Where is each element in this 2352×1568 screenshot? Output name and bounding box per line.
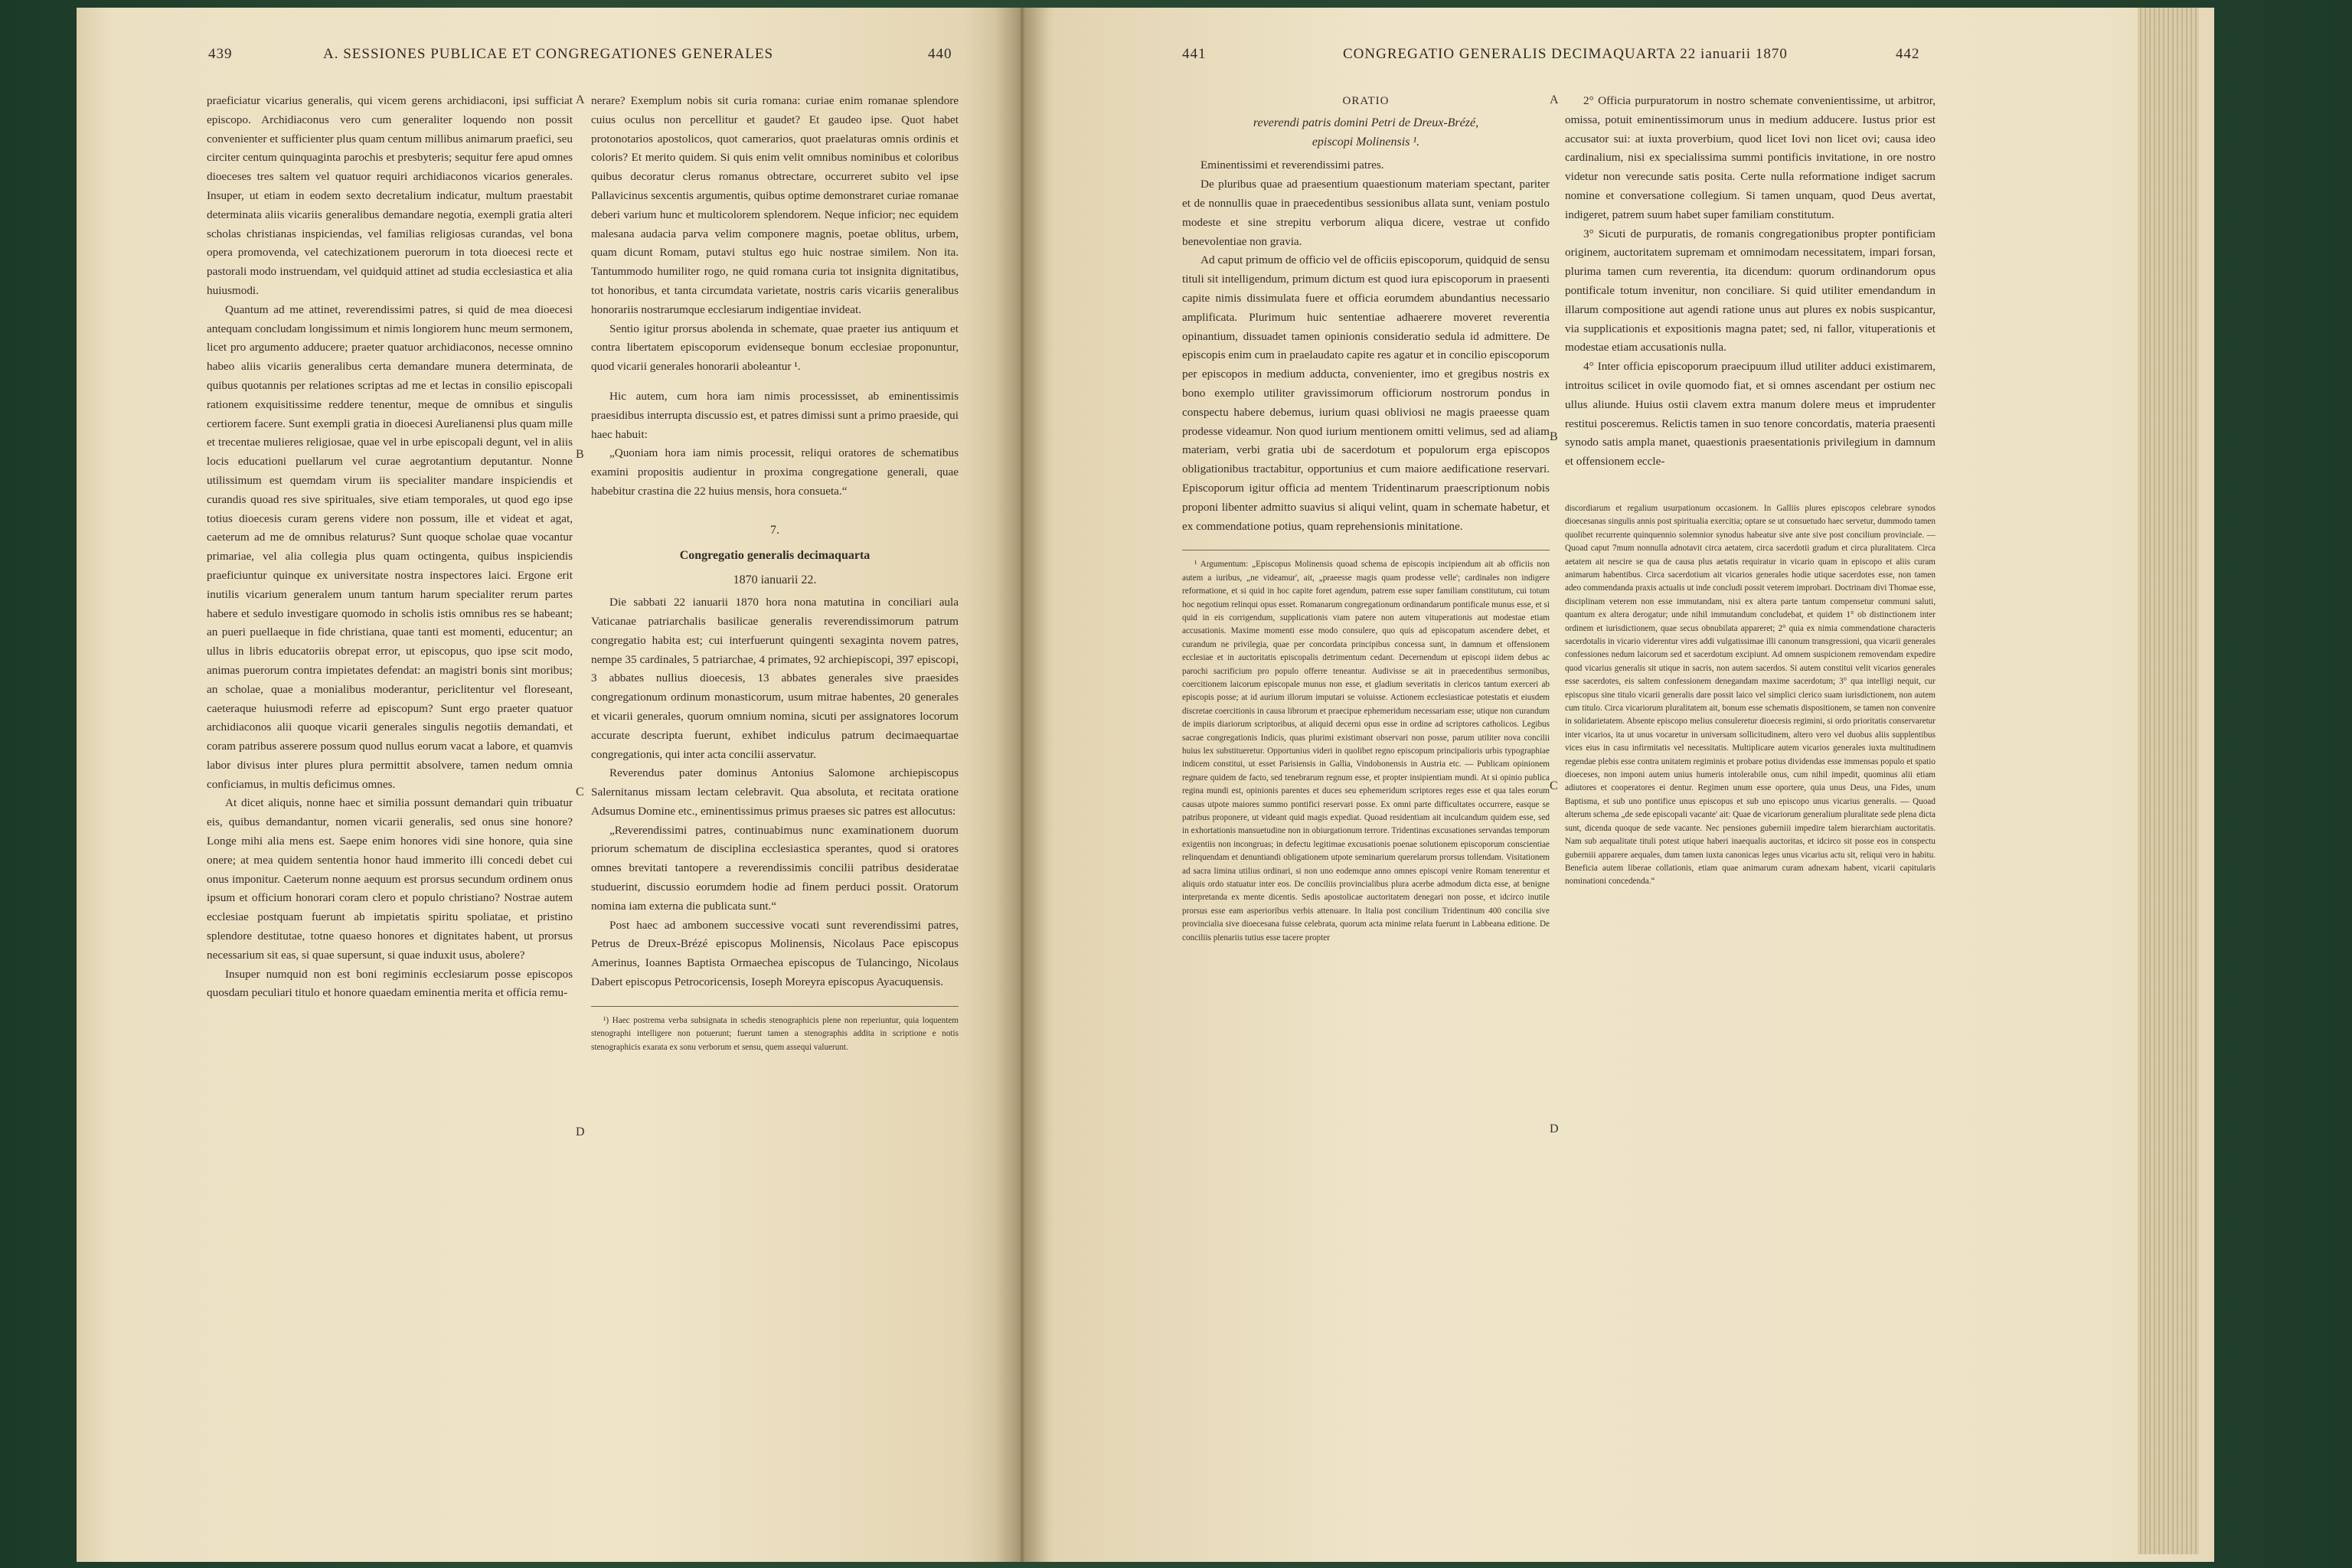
paragraph: 2° Officia purpuratorum in nostro schemate convenientissime, ut arbitror, omissa, potuit eminentissimorum unus in medium adducere. Iustus prior est accusator sui: at iuxta proverbium, quod licet Iovi non licet ovi; causa ideo cardinalium, nisi ex specialissima summi pontificis invitatione, in ore nostro videtur non verecunde satis posita. Certe nulla reformatione indiget sacrum nomine et conversatione collegium. Si tamen unquam, quod Deus avertat, indigeret, patrem suum habet super familiam constitutum. <box>1565 94 1936 221</box>
right-page-header <box>1020 46 2214 77</box>
paragraph: nerare? Exemplum nobis sit curia romana: curiae enim romanae splendore cuius oculus non percellitur et gaudet? Et gaudeo ipse. Quot habet protonotarios apostolicos, quot camerarios, quot praelaturas omnis ordinis et coloris? Et merito quidem. Si quis enim velit omnibus nominibus et coloribus quibus decoratur clerus romanus obtrectare, occurreret subito vel ipse Pallavicinus sexcentis argumentis, quibus optime demonstraret curiae romanae deberi varium hunc et multicolorem splendorem. Neque inficior; nec equidem malesana audacia parva velim componere magnis, poetae oblitus, urbem, quam dicunt Romam, putavi stultus ego huic nostrae similem. Non ita. Tantummodo humiliter rogo, ne quid romana curia tot insignita dignitatibus, tot honoribus, et tanta circumdata varietate, nostris caris vicariis generalibus honorariis nostrarumque ecclesiarum indigentiae invideat. <box>591 94 959 316</box>
paragraph: Quantum ad me attinet, reverendissimi patres, si quid de mea dioecesi antequam concludam longissimum et nimis longiorem hunc meum sermonem, licet pro argumento adducere; praeter quatuor archidiaconos, necesse omnino habeo aliis vicariis generalibus certa demandare munera determinata, de quibus quotannis per relationes scriptas ad me et lectas in consilio episcopali rationem exquisitissime reddere tenentur, meque de omnibus et singulis certiorem facere. Sunt exempli gratia in dioecesi Aurelianensi plus quam mille et trecentae mulieres religiosae, quae vel in urbe episcopali degunt, vel in aliis locis educationi puellarum vel curae aegrotantium deputantur. Nonne utilissimum est quemdam virum iis specialiter mandare inspiciendis et curandis quoad res sive spirituales, sive etiam temporales, ut quod ego ipse totius dioecesis curam gerens videre non possum, ille et videat et agat, caeterum ad me de omnibus relaturus? Sunt quoque scholae quae vocantur primariae, vel alia collegia plus quam octingenta, quibus inspiciendis praeficiuntur quinque ex universitate nostra inspectores laici. Ergone erit inutilis vicarium generalem unum tantum harum specialiter rerum partes habere et sedulo investigare quomodo in scholis istis omnibus res se habeant; an pueri puellaeque in fide christiana, quae tanti est momenti, educentur; an ullus in libris educatoriis obrepat error, ut episcopus, quo ipse scit modo, animas puerorum contra impietates defendat: an magistri bonis sint moribus; an scholae, quae a monialibus moderantur, periclitentur vel floreseant, caeteraque huiusmodi referre ad episcopum? Sunt ergo praeter quatuor archidiaconos alii quoque vicarii generales singulis negotiis demandati, et coram patribus asserere possum quod nullus eorum vacat a labore, et quamvis labor divisus inter plures plura permittit absolvere, tamen nedum omnia conficiamus, in multis deficimus omnes. <box>207 302 573 791</box>
oratio-subtitle: episcopi Molinensis ¹. <box>1312 135 1420 149</box>
running-head-left: A. SESSIONES PUBLICAE ET CONGREGATIONES GENERALES <box>323 46 774 62</box>
right-column-b <box>1565 92 1936 889</box>
page-number-441: 441 <box>1182 46 1207 62</box>
paragraph: Sentio igitur prorsus abolenda in schemate, quae praeter ius antiquum et contra libertatem episcoporum evidenseque bonum ecclesiae proponuntur, quod vicarii generales honorarii aboleantur ¹. <box>591 322 959 374</box>
footnote <box>591 1014 959 1054</box>
left-page-header <box>77 46 1020 77</box>
oratio-heading: ORATIO <box>1342 95 1390 107</box>
left-page <box>77 8 1020 1562</box>
footnote-text: ¹) Haec postrema verba subsignata in schedis stenographicis plene non reperiuntur, quia loquentem stenographi intelligere non potuerunt; fuerunt tamen a stenographis addita in scriptione e notis stenographicis exarata ex sonu verborum et sensu, quem assequi valuerunt. <box>591 1015 959 1052</box>
margin-letter-c: C <box>576 786 584 799</box>
margin-letter-c: C <box>1550 779 1558 792</box>
page-block-edges <box>2138 8 2199 1554</box>
footnote-text: ¹ Argumentum: „Episcopus Molinensis quoad schema de episcopis incipiendum ait ab officiis non autem a iuribus, „ne videamur', ait, „praeesse magis quam prodesse velle'; cardinales non indigere reformatione, et si quid in hoc capite foret agendum, patrem esse super familiam constitutum, cui totum hoc negotium relinqui opus esset. Romanarum congregationum ordinandarum pontificale munus esse, et si quid in eis corrigendum, supplicationis viam patere non autem vituperationis aut modestae etiam accusationis. Maxime momenti esse modo consulere, quo quis ad episcopatum ascendere debet, et curandum ne privilegia, quae per concordata principibus concessa sunt, in damnum et offensionem ecclesiae et in auctoritatis episcopalis detrimentum cedant. Decernendum ut episcopi iidem debus ac parochi sacrificium pro populo offerre teneantur. Audivisse se ait in praecedentibus sermonibus, coercitionem laicorum episcopale munus non esse, et gladium severitatis in clericos tantum exerceri ab episcopis posse; at id aurium illorum imputari se voluisse. Actionem ecclesiasticae potestatis et eiusdem discretae coercitionis in causa librorum et praecipue ephemeridum necessariam esse; utique non curandum de impiis diariorum scriptoribus, at aliquid decerni opus esse in ordine ad scriptores catholicos. Legibus sacrae congregationis Indicis, quas plurimi existimant observari non posse, parum utiliter nova concilii huius lex substitueretur. Opportunius videri in quolibet regno episcopum principalioris urbis typographiae indicem constitui, ut esset Parisiensis in Gallia, Vindobonensis in Austria etc. — Publicam opinionem regnare quidem de facto, sed tenebrarum regnum esse, et propter insipientiam mundi. At si opinio publica regina mundi est, opinionis parentes et duces seu ephemeridum scriptores reges esse et qua tales eorum causas utpote maiores summo pontifici reservari posse. Ex omni parte difficultates occurrere, easque se patribus proponere, ut videant quid magis expediat. Quoad residentiam ait inculcandum quidem esse, sed in exhortationis mansuetudine non in obiurgationum terrore. Tridentinas excusationes servandas temporum exigentiis non incongruas; in defectu legitimae excusationis poenae solutionem episcoporum conscientiae relinquendam et denuntiandi obligationem utpote seminarium querelarum prorsus tollendam. Visitationem ad sacra limina utilius ordinari, si non uno eodemque anno omnes episcopi venire Romam tenerentur et aliquis ordo statuatur inter eos. De conciliis provincialibus plura acerbe admodum dicta esse, at benigne interpretanda ex mente dicentis. Sedis apostolicae auctoritatem denegari non posse, et idcirco inutile prorsus esse eam asperioribus verbis attenuare. In Italia post concilium Tridentinum 400 concilia sive provincialia sive dioecesana fuisse celebrata, quorum acta minime relata fuerunt in Labbeana editione. De conciliis plenariis tutius esse tacere propter <box>1182 560 1550 942</box>
paragraph: Eminentissimi et reverendissimi patres. <box>1200 158 1384 172</box>
paragraph: Post haec ad ambonem successive vocati sunt reverendissimi patres, Petrus de Dreux-Brézé episcopus Molinensis, Nicolaus Pace episcopus Amerinus, Ioannes Baptista Ormaechea episcopus de Tulancingo, Nicolaus Dabert episcopus Petrocoricensis, Ioseph Moreyra episcopus Ayacuquensis. <box>591 918 959 989</box>
paragraph: Reverendus pater dominus Antonius Salomone archiepiscopus Salernitanus missam lectam celebravit. Qua absoluta, et recitata oratione Adsumus Domine etc., eminentissimus primus praeses sic patres est allocutus: <box>591 766 959 818</box>
oratio-subtitle: reverendi patris domini Petri de Dreux-Brézé, <box>1253 116 1479 129</box>
margin-letter-d: D <box>576 1125 585 1138</box>
margin-letter-d: D <box>1550 1122 1559 1135</box>
section-title: Congregatio generalis decimaquarta <box>679 548 871 562</box>
paragraph: „Reverendissimi patres, continuabimus nunc examinationem duorum priorum schematum de disciplina ecclesiastica sperantes, quod si oratores omnes brevitati tantopere a reverendissimis concilii patribus desideratae studuerint, discussio eorumdem hodie ad finem perduci possit. Oratorum nomina iam externa die publicata sunt.“ <box>591 823 959 913</box>
margin-letter-b: B <box>576 448 584 461</box>
paragraph: De pluribus quae ad praesentium quaestionum materiam spectant, pariter et de nonnullis quae in praecedentibus sessionibus allata sunt, veniam postulo modeste et sine strepitu verborum aliqua dicere, vestrae ut confido benevolentiae non gravia. <box>1182 178 1550 248</box>
running-head-right: CONGREGATIO GENERALIS DECIMAQUARTA 22 ianuarii 1870 <box>1343 46 1788 62</box>
paragraph: Insuper numquid non est boni regiminis ecclesiarum posse episcopos quosdam peculiari titulo et honore quaedam eminentia merita et officia remu- <box>207 967 573 1000</box>
paragraph: „Quoniam hora iam nimis processit, reliqui oratores de schematibus examini propositis audientur in proxima congregatione generali, quae habebitur crastina die 22 huius mensis, hora consueta.“ <box>591 446 959 498</box>
page-number-439: 439 <box>208 46 233 62</box>
paragraph: Hic autem, cum hora iam nimis processisset, ab eminentissimis praesidibus interrupta discussio est, et patres dimissi sunt a primo praeside, qui haec habuit: <box>591 389 959 441</box>
right-column-a <box>1182 92 1550 945</box>
right-page <box>1020 8 2214 1562</box>
footnote-text: discordiarum et regalium usurpationum occasionem. In Galliis plures episcopos celebrare synodos dioecesanas singulis annis post spiritualia exercitia; optare se ut consuetudo haec servetur, dummodo tamen quolibet recurrente quinquennio solemnior synodus habeatur sive ante sive post concilium provinciale. — Quoad caput 7mum nonnulla adnotavit circa aetatem, circa sacerdotii gradum et circa pluralitatem. Circa aetatem ait nescire se qua de causa plus aetatis requiratur in vicario quam in episcopo et aliis curam animarum habentibus. Circa sacerdotium ait vicarios generales hodie utique sacerdotes esse, non tamen adeo commendanda praxis actualis ut inde concludi possit veterem improbari. Doctrinam divi Thomae esse, disciplinam veterem non esse immutandam, nisi ex altera parte tantum compensetur communi saluti, quantum ex altera derogatur; unde nihil immutandum concludebat, et quidem 1° ob distinctionem inter ordinem et iurisdictionem, quae secus obnubilata appareret; 2° quia ex nimia commendatione characteris sacerdotalis in vicario viderentur vires addi vulgatissimae illi canonum transgressioni, qua vicarii generales confessiones nedum laicorum sed et sacerdotum excipiunt. Ad omnem suspicionem removendam expedire quod vicarius generalis sit utique in sacris, non autem sacerdos. Si autem constitui velit vicarios generales esse sacerdotes, eis saltem confessionem denegandam maxime sacerdotum; 3° qua intelligi nequit, cur episcopus sine titulo vicarii generalis dare possit laico vel simplici clerico suam iurisdictionem, non autem cum titulo. Circa vicariorum pluralitatem ait, bonum esse schematis dispositionem, se tamen non convenire in solidarietatem. Absente episcopo melius consuleretur dioecesis regimini, si ordo prioritatis conservaretur inter vicarios, ita ut unus vocaretur in universam sollicitudinem, altero vero vel duobus aliis supplentibus vices eius in casu infirmitatis vel necessitatis. Multiplicare autem vicarios generales iuxta multitudinem regendae plebis esse contra unitatem regiminis et probare potius dividendas esse immensas populo et spatio dioeceses, non imponi autem unius humeris intolerabile onus, cum nihil impedit, quominus alii etiam adiutores et cooperatores ei dentur. Regimen unum esse oportere, quia unus Deus, una Fides, unum Baptisma, et sub uno pontifice unus episcopus et sub uno episcopo unus vicarius generalis. — Quoad alterum schema „de sede episcopali vacante' ait: Quae de vicariorum generalium pluralitate sede plena dicta sunt, dicenda quoque de sede vacante. Nec pensiones guberniii impedire talem hierarchiam auctoritatis. Nam sub aequalitate tituli potest utique haberi inaequalis auctoritas, et idcirco sit posse eos in conspectu guberniii apparere aequales, dum tamen iuxta canonicas leges unus vicarius actu sit, reliqui vero in habitu. Beneficia autem liberae collationis, etiam quae animarum curam adnexam habent, vicarii capitularis nominationi concedenda.“ <box>1565 503 1936 887</box>
margin-letter-a: A <box>1550 93 1559 106</box>
left-column-b <box>591 92 959 1054</box>
paragraph: Die sabbati 22 ianuarii 1870 hora nona matutina in conciliari aula Vaticanae patriarchalis basilicae generalis reverendissimorum patrum congregatio habita est; cui interfuerunt quingenti sexaginta novem patres, nempe 35 cardinales, 5 patriarchae, 4 primates, 92 archiepiscopi, 397 episcopi, 3 abbates nullius dioecesis, 13 abbates generales sive praesides congregationum ordinum monasticorum, usum mitrae habentes, 20 generales et vicarii generales, quorum omnium nomina, sicuti per assignatores locorum accurate descripta fuerunt, exhibet indiculus patrum decimaequartae congregationis, qui inter acta concilii asservatur. <box>591 596 959 761</box>
margin-letter-a: A <box>576 93 585 106</box>
page-number-440: 440 <box>928 46 952 62</box>
section-date: 1870 ianuarii 22. <box>733 573 817 587</box>
paragraph: At dicet aliquis, nonne haec et similia possunt demandari quin tribuatur eis, quibus demandantur, nomen vicarii generalis, sed onus sine honore? Longe mihi alia mens est. Saepe enim honores vidi sine honore, quia sine onere; at mea quidem sententia honor haud immerito illi concedi debet cui onus imponitur. Caeterum nonne aequum est prorsus secundum ordinem onus ipsum et officium honorari coram clero et populo christiano? Nostrae autem ecclesiae postquam fuerunt ab impietatis spiritu spoliatae, et pristino splendore destitutae, totne quaeso honores et dignitates habent, ut prorsus necessarium sit eas, si quae supersunt, si quae induxit usus, abolere? <box>207 796 573 962</box>
page-number-442: 442 <box>1896 46 1920 62</box>
margin-letter-b: B <box>1550 430 1558 443</box>
footnote <box>1182 558 1550 945</box>
footnote-divider <box>591 1006 959 1007</box>
open-book <box>77 8 2297 1562</box>
section-number: 7. <box>770 523 779 537</box>
left-column-a <box>207 92 573 1003</box>
paragraph: Ad caput primum de officio vel de officiis episcoporum, quidquid de sensu tituli sit intelligendum, primum dictum est quod iura episcoporum in praesenti capite nimis dissimulata fuere et officia eorumdem abundantius necessario amplificata. Plurimum huic sententiae adhaerere moveret reverentia opinantium, dissuadet tamen opinionis consideratio sedula id admittere. De episcopis enim cum in praelaudato capite res agatur et in concilio episcoporum per episcopos in medium adducta, convenienter, imo et gregibus nostris ex bono exemplo utiliter gravissimorum officiorum nostrorum pondus in conspectu habere debemus, iurium quasi obliviosi ne magis praeesse quam prodesse videamur. Non quod iurium mentionem omitti velimus, sed ad aliam materiam, verbi gratia ubi de sacerdotum et populorum erga episcopos obligationibus tractabitur, opportunius et cum maiore aedificatione reservari. Episcoporum igitur officia ad mentem Tridentinarum praescriptionum nobis proponi libenter admitto suavius si aliqui velint, quam in schemate habetur, et ex commendatione potius, quam reprehensionis minitatione. <box>1182 253 1550 533</box>
footnote-continued <box>1565 502 1936 889</box>
paragraph: 3° Sicuti de purpuratis, de romanis congregationibus propter pontificiam originem, auctoritatem supremam et omnimodam necessitatem, impari forsan, plurima tamen cum reverentia, ita dicendum: quorum ordinandorum opus pontificale totum invenitur, non conciliare. Si quid utiliter emendandum in illarum compositione aut agendi ratione unus aut plures ex nobis suspicantur, via supplicationis et expositionis magna patet; sed, ni fallor, vituperationis et modestae etiam accusationis nulla. <box>1565 227 1936 354</box>
paragraph: 4° Inter officia episcoporum praecipuum illud utiliter adduci existimarem, introitus scilicet in ovile quomodo fiat, et si omnes ascendant per ostium nec ullus aliunde. Huius ostii clavem extra manum dolere meus et imprudenter restitui posceremus. Relictis tamen in suo tenore concordatis, materia praesenti synodo satis ampla manet, quaestionis praesentationis privilegium in damnum et offensionem eccle- <box>1565 360 1936 469</box>
paragraph: praeficiatur vicarius generalis, qui vicem gerens archidiaconi, ipsi sufficiat episcopo. Archidiaconus vero cum generaliter loquendo non possit convenienter et sufficienter plus quam centum millibus animarum praefici, seu circiter centum quinquaginta parochis et presbyteris; sequitur fere apud omnes dioeceses tres saltem vel quatuor requiri archidiaconos vicarios generales. Insuper, ut etiam in eodem sexto decretalium indicatur, multum praestabit determinata aliis vicariis generalibus demandare negotia, exempli gratia alteri scholas christianas inspiciendas, vel familias religiosas curandas, vel bona opera promovenda, vel catechizationem puerorum in tota dioecesi recte et pastorali modo instruendam, vel quidquid attinet ad studia ecclesiastica et alia huiusmodi. <box>207 94 573 297</box>
